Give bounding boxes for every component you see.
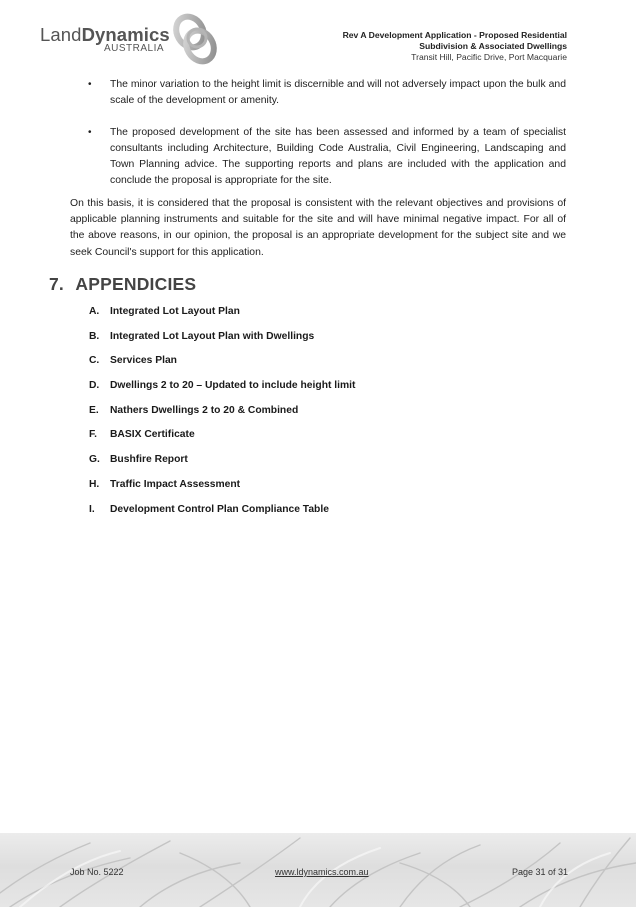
appendix-item xyxy=(89,380,355,405)
bullet-point-icon: • xyxy=(88,79,92,90)
appendix-letter: I. xyxy=(89,503,95,515)
appendix-item xyxy=(89,479,355,504)
header-title-line1: Rev A Development Application - Proposed Residential xyxy=(342,30,567,40)
appendix-letter: D. xyxy=(89,380,100,392)
appendix-letter: G. xyxy=(89,454,100,466)
logo-primary: Land xyxy=(40,24,82,45)
appendix-title: Bushfire Report xyxy=(110,454,188,466)
bullet-text: The minor variation to the height limit is discernible and will not adversely impact upon the bulk and scale of the development or amenity. xyxy=(110,79,566,106)
section-number: 7. xyxy=(49,274,64,294)
page-footer xyxy=(0,833,636,907)
bullet-list xyxy=(88,77,566,205)
section-heading xyxy=(49,274,196,295)
appendix-title: Integrated Lot Layout Plan with Dwellings xyxy=(110,330,315,342)
header-title-line2: Subdivision & Associated Dwellings xyxy=(419,41,567,51)
appendix-title: Development Control Plan Compliance Table xyxy=(110,503,329,515)
appendix-item xyxy=(89,355,355,380)
appendix-list xyxy=(89,306,355,528)
logo-knot-icon xyxy=(170,12,220,68)
appendix-title: BASIX Certificate xyxy=(110,429,195,441)
logo-secondary: Dynamics xyxy=(81,24,170,45)
footer-job-number: Job No. 5222 xyxy=(70,867,124,877)
bullet-item xyxy=(88,77,566,109)
appendix-item xyxy=(89,306,355,331)
appendix-title: Traffic Impact Assessment xyxy=(110,478,241,490)
bullet-item xyxy=(88,125,566,189)
appendix-letter: F. xyxy=(89,429,98,441)
appendix-item xyxy=(89,405,355,430)
appendix-item xyxy=(89,331,355,356)
footer-page-number: Page 31 of 31 xyxy=(511,867,568,877)
appendix-title: Integrated Lot Layout Plan xyxy=(110,306,240,317)
appendix-letter: H. xyxy=(89,478,100,490)
section-title: APPENDICIES xyxy=(75,274,197,294)
bullet-text: The proposed development of the site has been assessed and informed by a team of specialist consultants including Architecture, Building Code Australia, Civil Engineering, Landscaping and Town Planning advice. The supporting reports and plans are included with the application and conclude the proposal is appropriate for the site. xyxy=(110,127,566,186)
appendix-title: Dwellings 2 to 20 – Updated to include height limit xyxy=(110,380,356,392)
appendix-item xyxy=(89,429,355,454)
appendix-title: Nathers Dwellings 2 to 20 & Combined xyxy=(110,404,299,416)
appendix-item xyxy=(89,454,355,479)
appendix-item xyxy=(89,504,355,529)
footer-website-link[interactable]: www.ldynamics.com.au xyxy=(275,867,369,877)
bullet-point-icon: • xyxy=(88,127,92,138)
appendix-letter: C. xyxy=(89,355,100,367)
company-logo xyxy=(40,12,230,72)
appendix-letter: E. xyxy=(89,404,99,416)
logo-subtitle: AUSTRALIA xyxy=(104,43,165,54)
appendix-letter: A. xyxy=(89,306,100,317)
document-header xyxy=(343,30,567,63)
appendix-letter: B. xyxy=(89,330,100,342)
header-location: Transit Hill, Pacific Drive, Port Macquarie xyxy=(411,52,567,62)
conclusion-paragraph: On this basis, it is considered that the proposal is consistent with the relevant objectives and provisions of applicable planning instruments and suitable for the site and will have minimal negative impact. For all of the above reasons, in our opinion, the proposal is an appropriate development for the subject site and we seek Council's support for this application. xyxy=(70,198,566,258)
appendix-title: Services Plan xyxy=(110,355,177,367)
